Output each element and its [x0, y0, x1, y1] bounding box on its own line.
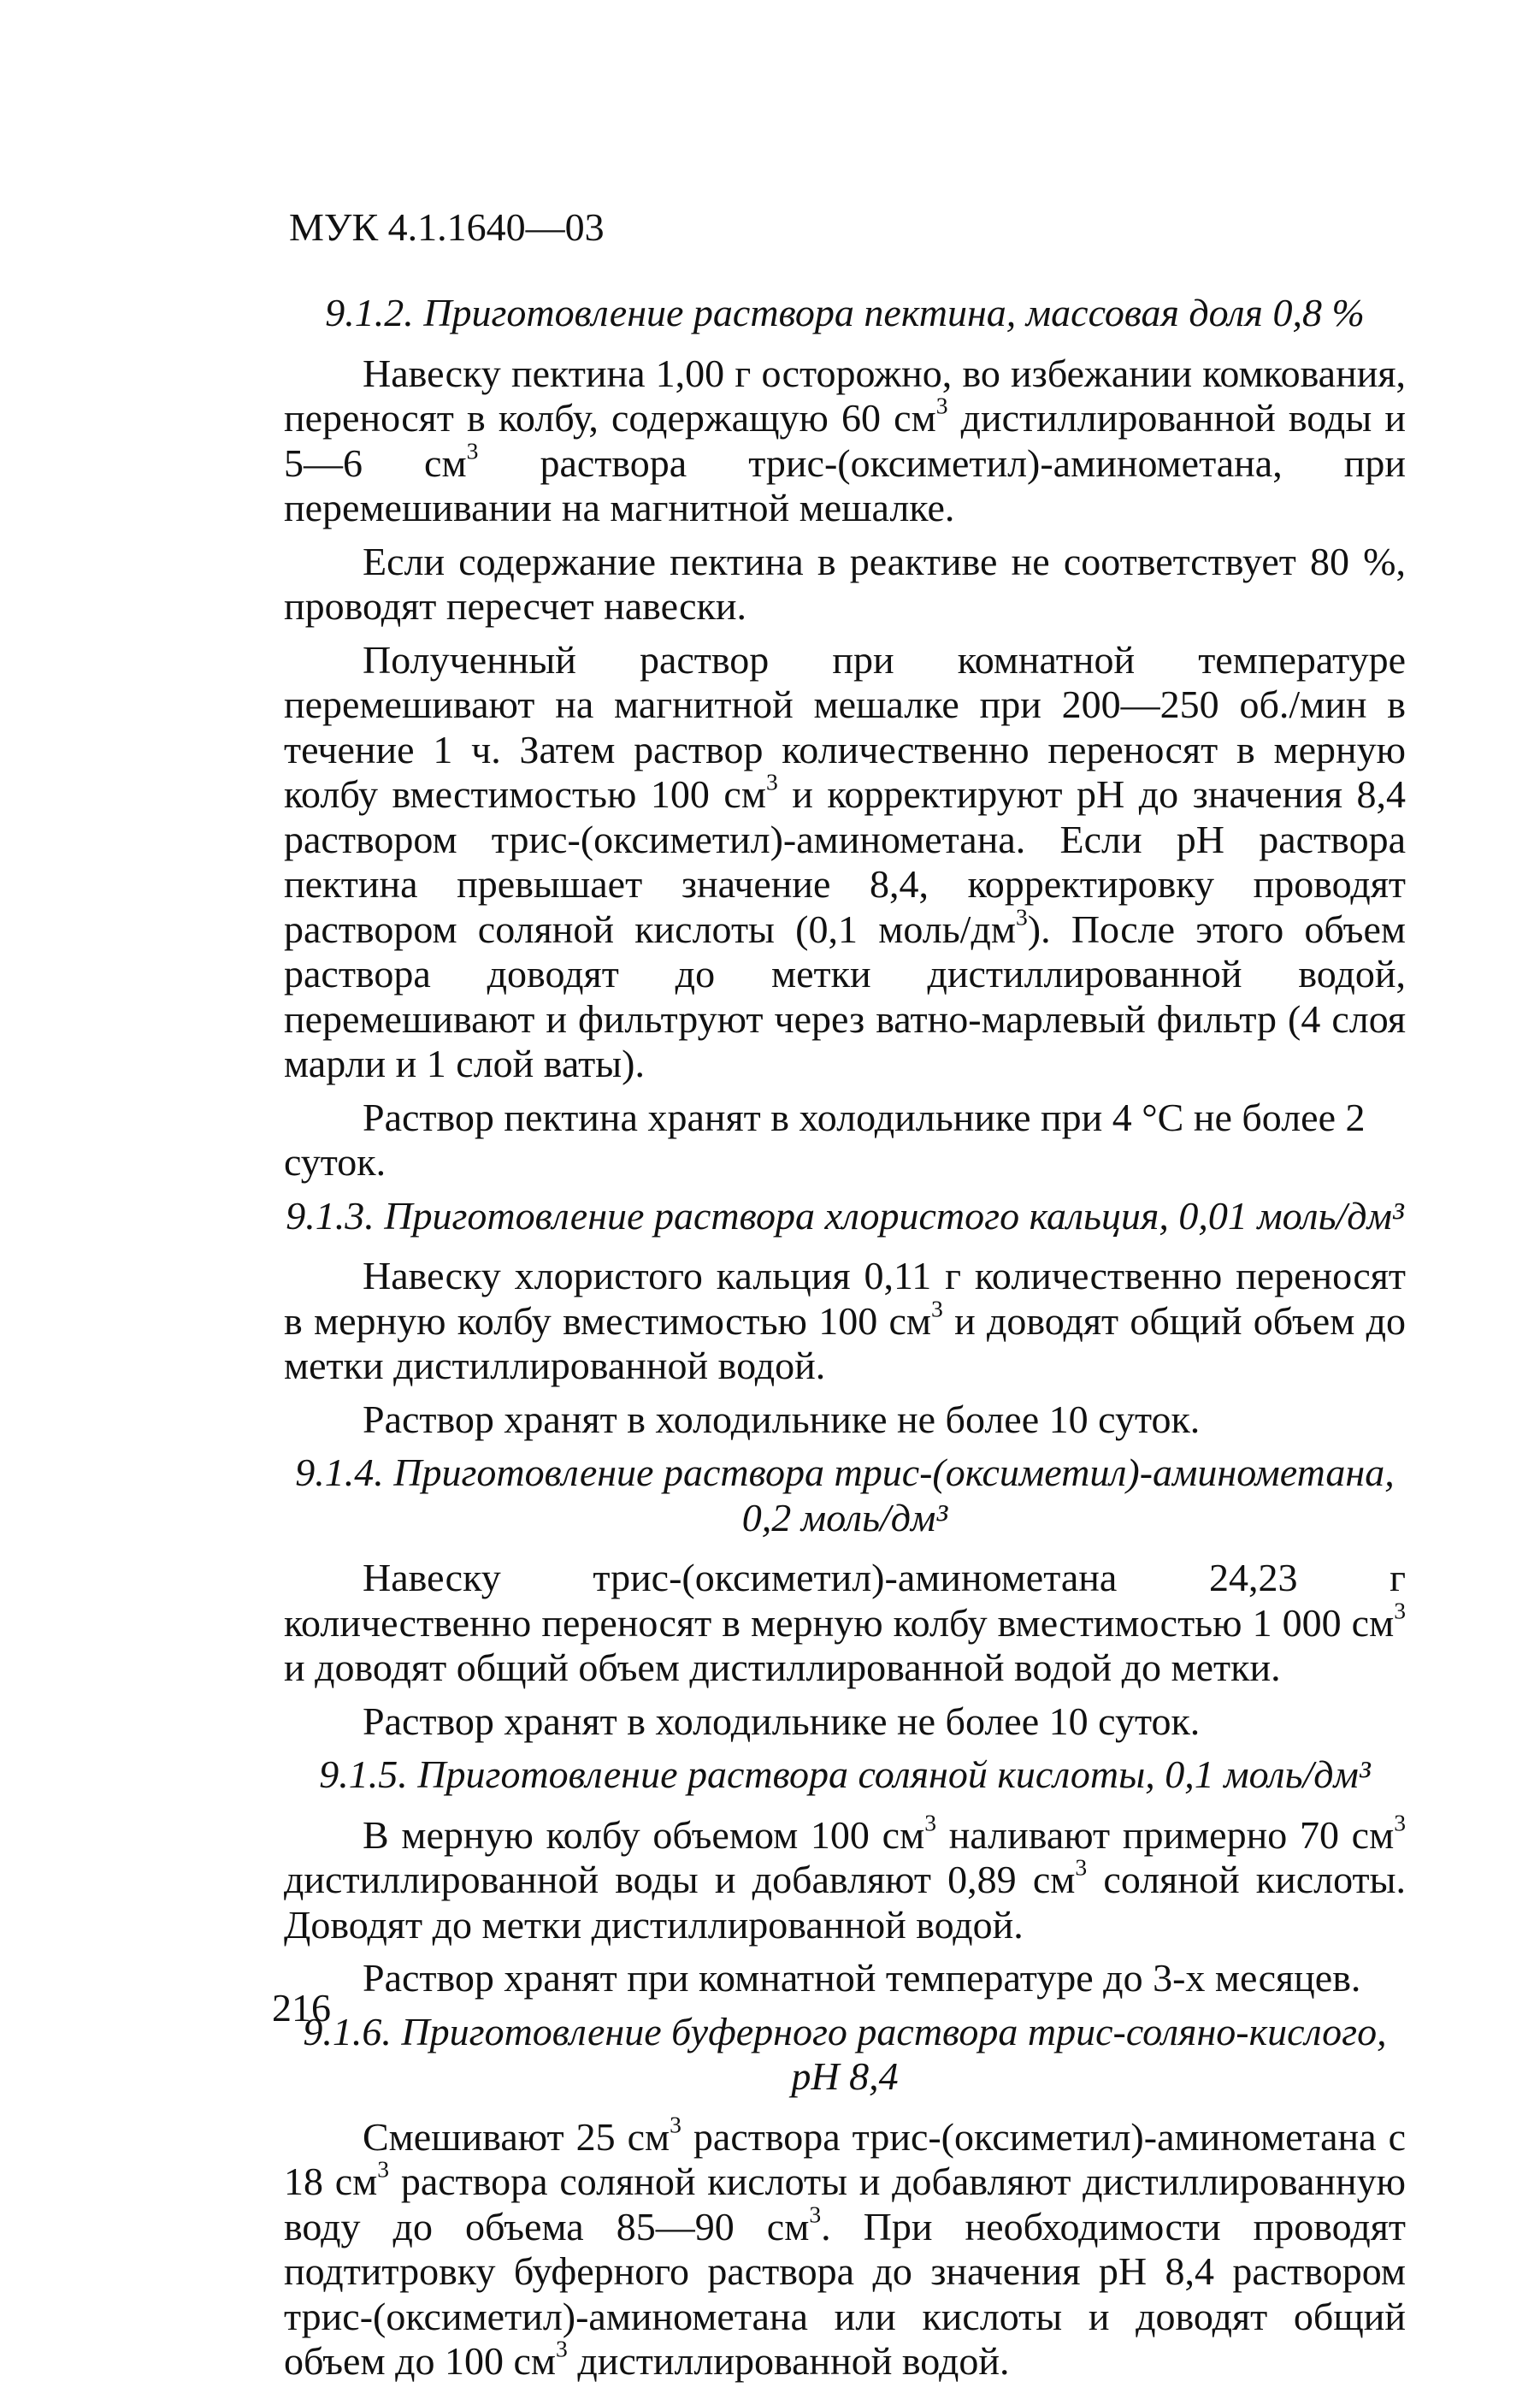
- text-run: и корректируют pH до значения 8,4 раствором трис-(оксиметил)-аминометана. Если pH раствора пектина превышает значение 8,4, корректировку проводят раствором соляной кислоты (0,1 моль/дм: [284, 772, 1406, 951]
- paragraph: [284, 1397, 1406, 1443]
- superscript: 3: [1394, 1808, 1406, 1835]
- superscript: 3: [931, 1294, 943, 1321]
- document-body: [284, 291, 1406, 2393]
- paragraph: [284, 1808, 1406, 1948]
- text-run: Полученный раствор при комнатной температуре перемешивают на магнитной мешалке при 200—250 об./мин в течение 1 ч. Затем раствор количественно переносят в мерную колбу вместимостью 100 см: [284, 637, 1406, 816]
- paragraph: [284, 1254, 1406, 1389]
- superscript: 3: [556, 2335, 568, 2362]
- section-heading: 9.1.4. Приготовление раствора трис-(оксиметил)-аминометана, 0,2 моль/дм³: [295, 1451, 1395, 1539]
- text-run: Раствор пектина хранят в холодильнике при 4 °С не более 2 суток.: [284, 1095, 1366, 1184]
- text-run: дистиллированной воды и 5—6 см: [284, 396, 1406, 485]
- text-run: Навеску пектина 1,00 г осторожно, во избежании комкования, переносят в колбу, содержащую 60 см: [284, 351, 1406, 440]
- section-heading: 9.1.3. Приготовление раствора хлористого кальция, 0,01 моль/дм³: [286, 1193, 1404, 1238]
- superscript: 3: [1075, 1853, 1088, 1881]
- text-run: Навеску хлористого кальция 0,11 г количественно переносят в мерную колбу вместимостью 100 см: [284, 1254, 1406, 1343]
- text-run: соляной кислоты. Доводят до метки дистиллированной водой.: [284, 1858, 1406, 1947]
- text-run: и доводят общий объем дистиллированной водой до метки.: [284, 1646, 1281, 1689]
- superscript: 3: [670, 2110, 681, 2137]
- text-run: Раствор хранят в холодильнике не более 10 суток.: [363, 1699, 1201, 1743]
- paragraph: [284, 1699, 1406, 1745]
- superscript: 3: [809, 2200, 822, 2227]
- paragraph: [284, 1556, 1406, 1691]
- paragraph: [284, 540, 1406, 629]
- text-run: дистиллированной водой.: [567, 2339, 1010, 2383]
- text-run: раствора соляной кислоты и добавляют дистиллированную воду до объема 85—90 см: [284, 2160, 1406, 2248]
- superscript: 3: [466, 436, 479, 464]
- text-run: раствора трис-(оксиметил)-аминометана с 18 см: [284, 2114, 1406, 2203]
- text-run: Если содержание пектина в реактиве не соответствует 80 %, проводят пересчет навески.: [284, 539, 1406, 628]
- superscript: 3: [377, 2155, 390, 2183]
- superscript: 3: [924, 1808, 936, 1835]
- section-heading: 9.1.2. Приготовление раствора пектина, массовая доля 0,8 %: [325, 291, 1365, 334]
- text-run: раствора трис-(оксиметил)-аминометана, при перемешивании на магнитной мешалке.: [284, 440, 1406, 529]
- superscript: 3: [1015, 902, 1028, 930]
- text-run: и доводят общий объем до метки дистиллированной водой.: [284, 1298, 1406, 1387]
- paragraph: [284, 352, 1406, 531]
- text-run: Навеску трис-(оксиметил)-аминометана 24,23 г количественно переносят в мерную колбу вместимостью 1 000 см: [284, 1556, 1406, 1645]
- superscript: 3: [765, 768, 778, 795]
- text-run: ). После этого объем раствора доводят до метки дистиллированной водой, перемешивают и фильтруют через ватно-марлевый фильтр (4 слоя марли и 1 слой ваты).: [284, 907, 1406, 1085]
- document-code: МУК 4.1.1640—03: [289, 205, 605, 249]
- text-run: В мерную колбу объемом 100 см: [363, 1812, 925, 1857]
- text-run: Раствор хранят при комнатной температуре до 3-х месяцев.: [363, 1956, 1361, 2000]
- page-number: 216: [272, 1986, 331, 2030]
- superscript: 3: [935, 392, 948, 419]
- paragraph: [284, 1096, 1406, 1185]
- section-heading: 9.1.6. Приготовление буферного раствора трис-соляно-кислого, pH 8,4: [303, 2009, 1387, 2098]
- text-run: . При необходимости проводят подтитровку буферного раствора до значения pH 8,4 раствором трис-(оксиметил)-аминометана или кислоты и доводят общий объем до 100 см: [284, 2204, 1406, 2383]
- paragraph: [284, 638, 1406, 1087]
- text-run: Смешивают 25 см: [363, 2114, 670, 2159]
- paragraph: [284, 2110, 1406, 2384]
- superscript: 3: [1394, 1596, 1406, 1623]
- text-run: дистиллированной воды и добавляют 0,89 см: [284, 1858, 1076, 1901]
- text-run: Раствор хранят в холодильнике не более 10 суток.: [363, 1397, 1201, 1441]
- paragraph: [284, 1956, 1406, 2001]
- section-heading: 9.1.5. Приготовление раствора соляной кислоты, 0,1 моль/дм³: [319, 1752, 1371, 1796]
- text-run: наливают примерно 70 см: [935, 1812, 1395, 1857]
